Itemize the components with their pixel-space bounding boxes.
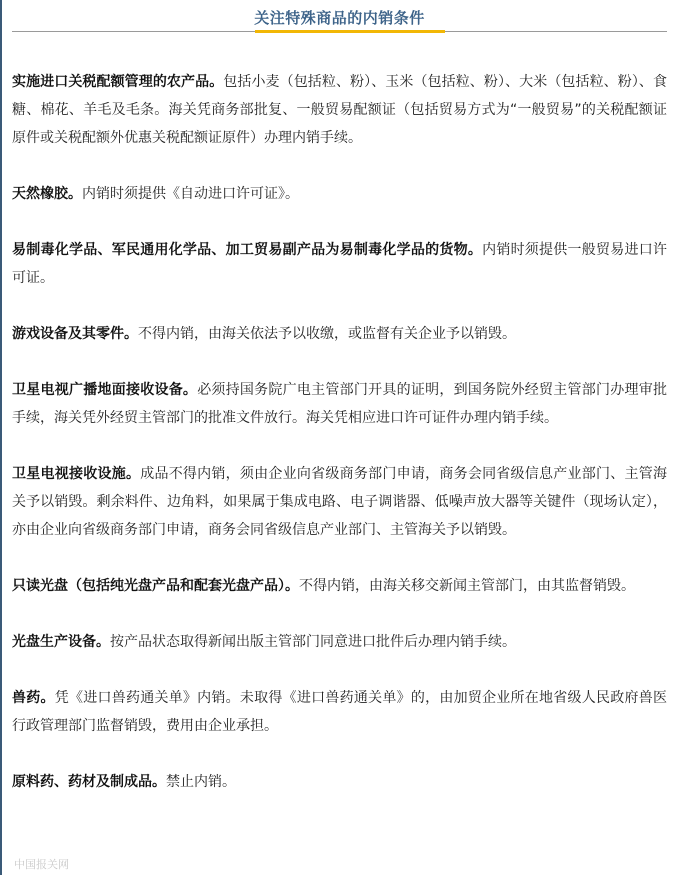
paragraph-text: 按产品状态取得新闻出版主管部门同意进口批件后办理内销手续。 [110, 634, 516, 650]
section-header [12, 0, 667, 32]
paragraph-heading: 实施进口关税配额管理的农产品。 [12, 74, 224, 90]
paragraph-text: 必须持国务院广电主管部门开具的证明，到国务院外经贸主管部门办理审批手续，海关凭外经贸主管部门的批准文件放行。海关凭相应进口许可证件办理内销手续。 [12, 382, 668, 426]
paragraph-text: 内销时须提供《自动进口许可证》。 [82, 186, 299, 202]
paragraph-satellite-ground-equipment [12, 376, 667, 432]
title-accent-underline [255, 30, 445, 33]
paragraph-heading: 卫星电视广播地面接收设备。 [12, 382, 198, 398]
paragraph-text: 不得内销，由海关移交新闻主管部门，由其监督销毁。 [299, 578, 635, 594]
article-body [12, 68, 667, 824]
page-title: 关注特殊商品的内销条件 [254, 9, 425, 27]
paragraph-read-only-discs [12, 572, 667, 600]
source-watermark: 中国报关网 [14, 858, 69, 871]
paragraph-pharmaceuticals [12, 768, 667, 796]
paragraph-text: 包括小麦（包括粒、粉）、玉米（包括粒、粉）、大米（包括粒、粉）、食糖、棉花、羊毛及毛条。海关凭商务部批复、一般贸易配额证（包括贸易方式为“一般贸易”的关税配额证原件或关税配额外优惠关税配额证原件）办理内销手续。 [12, 74, 668, 146]
paragraph-text: 成品不得内销，须由企业向省级商务部门申请，商务会同省级信息产业部门、主管海关予以销毁。剩余料件、边角料，如果属于集成电路、电子调谐器、低噪声放大器等关键件（现场认定），亦由企业向省级商务部门申请，商务会同省级信息产业部门、主管海关予以销毁。 [12, 466, 668, 538]
paragraph-disc-production-equipment [12, 628, 667, 656]
paragraph-gaming-equipment [12, 320, 667, 348]
paragraph-text: 内销时须提供一般贸易进口许可证。 [12, 242, 668, 286]
paragraph-agricultural-quota [12, 68, 667, 152]
paragraph-heading: 兽药。 [12, 690, 55, 706]
paragraph-heading: 只读光盘（包括纯光盘产品和配套光盘产品）。 [12, 578, 299, 594]
paragraph-text: 禁止内销。 [166, 774, 236, 790]
paragraph-veterinary-drugs [12, 684, 667, 740]
paragraph-heading: 原料药、药材及制成品。 [12, 774, 166, 790]
paragraph-natural-rubber [12, 180, 667, 208]
paragraph-text: 不得内销，由海关依法予以收缴，或监督有关企业予以销毁。 [138, 326, 516, 342]
paragraph-heading: 卫星电视接收设施。 [12, 466, 141, 482]
paragraph-heading: 易制毒化学品、军民通用化学品、加工贸易副产品为易制毒化学品的货物。 [12, 242, 483, 258]
paragraph-heading: 游戏设备及其零件。 [12, 326, 138, 342]
paragraph-text: 凭《进口兽药通关单》内销。未取得《进口兽药通关单》的，由加贸企业所在地省级人民政府兽医行政管理部门监督销毁，费用由企业承担。 [12, 690, 667, 734]
paragraph-heading: 天然橡胶。 [12, 186, 82, 202]
paragraph-precursor-chemicals [12, 236, 667, 292]
paragraph-satellite-receivers [12, 460, 667, 544]
paragraph-heading: 光盘生产设备。 [12, 634, 110, 650]
